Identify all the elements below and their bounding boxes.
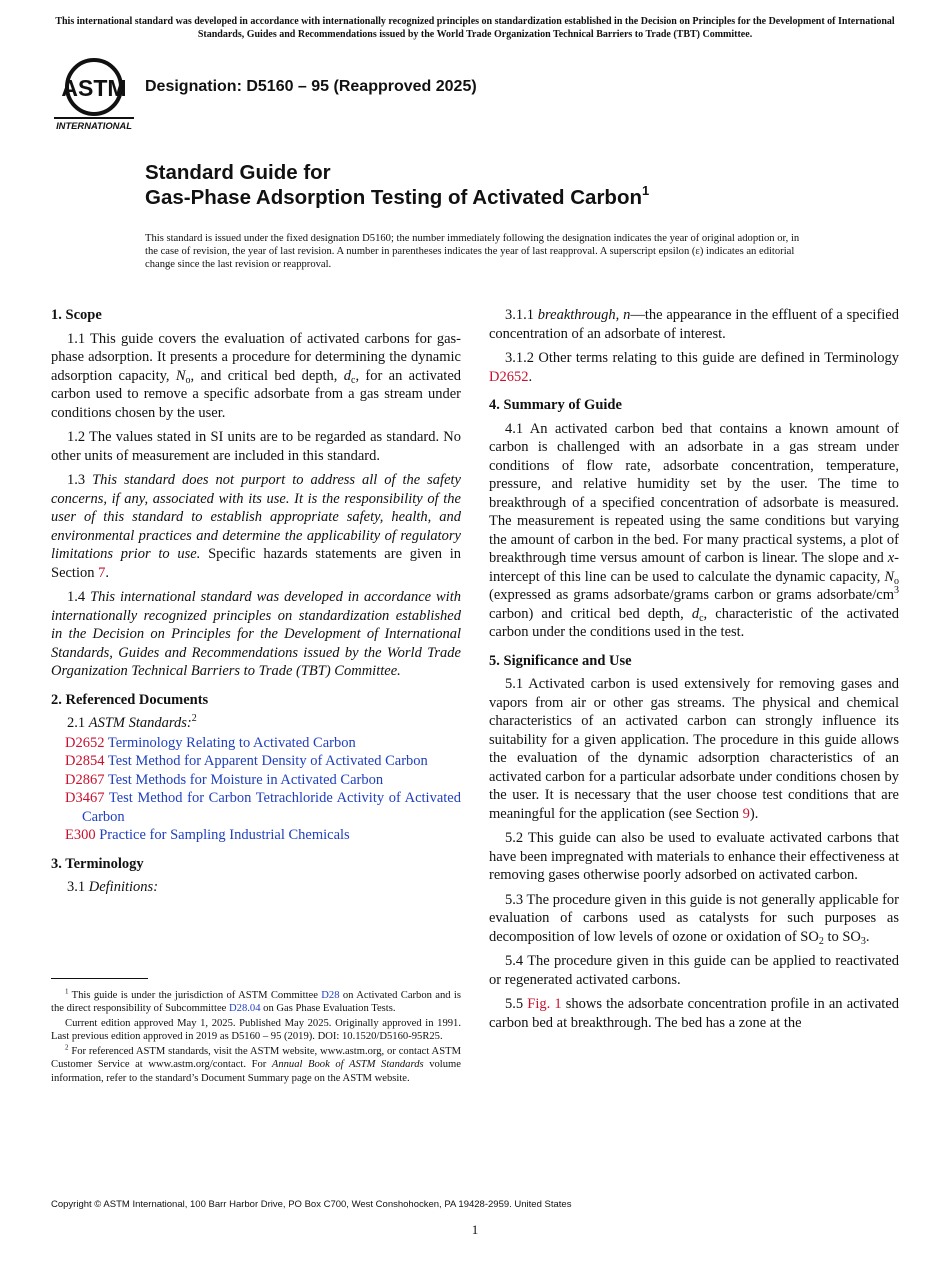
paragraph-1-3: 1.3 This standard does not purport to address all of the safety concerns, if any, associated with its use. It is the responsibility of the user of this standard to establish appropriate safety, health, and environmental practices and determine the applicability of regulatory limitations prior to use. Specific hazards statements are given in Section 7. bbox=[51, 472, 461, 581]
footnote-1: $^1$ This guide is under the jurisdiction of ASTM Committee D28 on Activated Carbon and is the direct responsibility of Subcommittee D28.04 on Gas Phase Evaluation Tests. bbox=[51, 987, 461, 1015]
paragraph-5-2: 5.2 This guide can also be used to evaluate activated carbons that have been impregnated with materials to enhance their effectiveness at removing gases otherwise poorly adsorbed on activated carbon. bbox=[489, 830, 899, 883]
paragraph-1-1: 1.1 This guide covers the evaluation of activated carbons for gas-phase adsorption. It presents a procedure for determining the dynamic adsorption capacity, $N_o$, and critical bed depth, $d_c$, for an activated carbon used to remove a specific adsorbate from a gas stream under conditions chosen by the user. bbox=[51, 330, 461, 421]
footnote-divider bbox=[51, 978, 148, 979]
d28-04-link[interactable]: D28.04 bbox=[229, 1003, 261, 1015]
logo-letters: ASTM bbox=[61, 75, 127, 101]
footnote-1-edition: Current edition approved May 1, 2025. Published May 2025. Originally approved in 1991. Last previous edition approved in 2019 as D5160 – 95 (2019). DOI: 10.1520/D5160-95R25. bbox=[51, 1018, 461, 1043]
section-heading-significance: 5. Significance and Use bbox=[489, 652, 632, 669]
d28-link[interactable]: D28 bbox=[321, 990, 340, 1001]
reference-d2854[interactable]: D2854 Test Method for Apparent Density of Activated Carbon bbox=[65, 753, 428, 769]
footnotes bbox=[51, 989, 461, 1087]
section-heading-summary: 4. Summary of Guide bbox=[489, 397, 622, 413]
paragraph-3-1-2: 3.1.2 Other terms relating to this guide are defined in Terminology D2652. bbox=[489, 350, 899, 385]
paragraph-5-3: 5.3 The procedure given in this guide is not generally applicable for evaluation of carbons used as catalysts for such purposes as decomposition of low levels of ozone or oxidation of $SO_2$ to $SO_3$. bbox=[489, 891, 899, 947]
issuance-statement: This standard is issued under the fixed designation D5160; the number immediately following the designation indicates the year of original adoption or, in the case of revision, the year of last revision. A number in parentheses indicates the year of last reapproval. A superscript epsilon (ε) indicates an editorial change since the last revision or reapproval. bbox=[145, 233, 800, 271]
designation: Designation: D5160 – 95 (Reapproved 2025) bbox=[145, 78, 477, 95]
reference-e300[interactable]: E300 Practice for Sampling Industrial Chemicals bbox=[65, 827, 350, 843]
footnote-2: $^2$ For referenced ASTM standards, visit the ASTM website, www.astm.org, or contact ASTM Customer Service at www.astm.org/contact. For Annual Book of ASTM Standards volume information, refer to the standard’s Document Summary page on the ASTM website. bbox=[51, 1043, 461, 1084]
reference-d2652[interactable]: D2652 Terminology Relating to Activated Carbon bbox=[65, 734, 356, 751]
page-number: 1 bbox=[471, 1222, 479, 1237]
section-heading-scope: 1. Scope bbox=[51, 307, 102, 323]
section-heading-terminology: 3. Terminology bbox=[51, 855, 144, 872]
section-heading-referenced-documents: 2. Referenced Documents bbox=[51, 691, 209, 708]
section-9-link[interactable]: 9 bbox=[742, 805, 750, 822]
paragraph-5-1: 5.1 Activated carbon is used extensively for removing gases and vapors from air or other gas streams. The physical and chemical characteristics of an activated carbon can strongly influence its suitability for a given application. The procedure in this guide allows the evaluation of the dynamic adsorption characteristics of an activated carbon for a particular adsorbate under conditions chosen by the user. It is necessary that the user choose test conditions that are meaningful for the application (see Section 9). bbox=[489, 676, 899, 822]
paragraph-1-2: 1.2 The values stated in SI units are to be regarded as standard. No other units of measurement are included in this standard. bbox=[51, 429, 461, 464]
paragraph-1-4: 1.4 This international standard was developed in accordance with internationally recognized principles on standardization established in the Decision on Principles for the Development of International Standards, Guides and Recommendations issued by the World Trade Organization Technical Barriers to Trade (TBT) Committee. bbox=[51, 589, 461, 679]
paragraph-5-5: 5.5 Fig. 1 shows the adsorbate concentration profile in an activated carbon bed at breakthrough. The bed has a zone at the bbox=[489, 996, 900, 1031]
paragraph-5-4: 5.4 The procedure given in this guide can be applied to reactivated or regenerated activated carbons. bbox=[489, 953, 899, 988]
paragraph-2-1: 2.1 ASTM Standards:$^2$ bbox=[67, 713, 197, 731]
title-footnote-mark[interactable]: 1 bbox=[642, 183, 650, 198]
paragraph-3-1: 3.1 Definitions: bbox=[67, 879, 159, 895]
section-7-link[interactable]: 7 bbox=[98, 564, 106, 581]
astm-international-logo bbox=[52, 56, 136, 132]
paragraph-3-1-1: 3.1.1 breakthrough, n—the appearance in the effluent of a specified concentration of an adsorbate of interest. bbox=[489, 307, 899, 342]
logo-word: INTERNATIONAL bbox=[56, 120, 132, 131]
document-title bbox=[145, 160, 649, 210]
copyright-line: Copyright © ASTM International, 100 Barr Harbor Drive, PO Box C700, West Conshohocken, PA 19428-2959. United States bbox=[51, 1199, 572, 1210]
d2652-link[interactable]: D2652 bbox=[489, 368, 529, 385]
title-line-1: Standard Guide for bbox=[145, 161, 331, 184]
reference-d2867[interactable]: D2867 Test Methods for Moisture in Activated Carbon bbox=[65, 771, 384, 788]
title-line-2: Gas-Phase Adsorption Testing of Activated Carbon$^1$ bbox=[145, 183, 650, 209]
standardization-notice: This international standard was developed in accordance with internationally recognized principles on standardization established in the Decision on Principles for the Development of International Standards, Guides and Recommendations issued by the World Trade Organization Technical Barriers to Trade (TBT) Committee. bbox=[55, 16, 895, 40]
right-column bbox=[489, 306, 899, 1038]
fig-1-link[interactable]: Fig. 1 bbox=[527, 996, 562, 1012]
paragraph-4-1: 4.1 An activated carbon bed that contains a known amount of carbon is challenged with an adsorbate in a gas stream under conditions of flow rate, adsorbate concentration, temperature, pressure, and relative humidity set by the user. The time to breakthrough of a specified concentration of adsorbate is measured. The measurement is repeated using the same conditions but varying the amount of carbon in the bed. For many practical systems, a plot of breakthrough time versus amount of carbon is linear. The slope and x-intercept of this line can be used to calculate the dynamic capacity, $N_o$ (expressed as grams adsorbate/grams carbon or grams adsorbate/$cm^3$ carbon) and critical bed depth, $d_c$, characteristic of the activated carbon under the conditions used in the test. bbox=[489, 420, 899, 640]
left-column bbox=[51, 306, 461, 903]
reference-d3467[interactable]: D3467 Test Method for Carbon Tetrachloride Activity of Activated Carbon bbox=[65, 790, 461, 825]
